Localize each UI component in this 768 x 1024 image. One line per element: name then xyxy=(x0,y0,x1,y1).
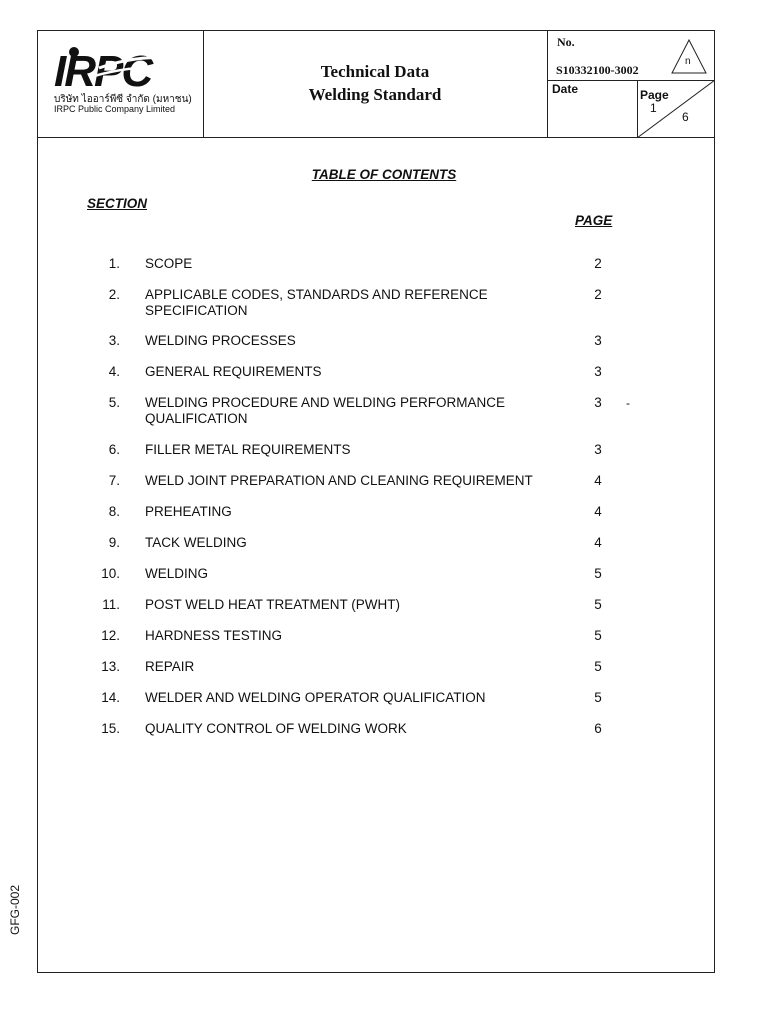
toc-entry-page: 4 xyxy=(594,535,602,550)
company-name-thai: บริษัท ไออาร์พีซี จำกัด (มหาชน) xyxy=(54,94,192,105)
toc-entry-number: 13. xyxy=(101,659,120,674)
toc-entry-page: 5 xyxy=(594,597,602,612)
page-heading: PAGE xyxy=(575,213,613,228)
doc-number: S10332100-3002 xyxy=(556,63,639,77)
no-label: No. xyxy=(557,35,575,49)
toc-entry-title: FILLER METAL REQUIREMENTS xyxy=(145,442,351,457)
section-heading: SECTION xyxy=(87,196,148,211)
toc-entry-number: 12. xyxy=(101,628,120,643)
toc-entry-title: PREHEATING xyxy=(145,504,232,519)
toc-entry-title: WELDING PROCESSES xyxy=(145,333,296,348)
toc-entry-title: APPLICABLE CODES, STANDARDS AND REFERENCE xyxy=(145,287,488,302)
revision-letter: n xyxy=(685,56,691,67)
toc-entry-page: 5 xyxy=(594,659,602,674)
toc-entry-page: 5 xyxy=(594,566,602,581)
stray-mark: - xyxy=(626,396,630,410)
toc-entry-number: 7. xyxy=(108,473,120,488)
toc-entry-number: 2. xyxy=(108,287,120,302)
toc-entry-page: 4 xyxy=(594,504,602,519)
toc-entry-number: 9. xyxy=(108,535,120,550)
toc-entry-page: 5 xyxy=(594,690,602,705)
toc-entry-title: WELDER AND WELDING OPERATOR QUALIFICATION xyxy=(145,690,486,705)
toc-entry-page: 4 xyxy=(594,473,602,488)
toc-entry-page: 2 xyxy=(594,287,602,302)
irpc-logo xyxy=(54,44,194,92)
page-total: 6 xyxy=(682,110,689,124)
toc-entry-number: 6. xyxy=(108,442,120,457)
toc-entry-page: 2 xyxy=(594,256,602,271)
toc-entry-page: 6 xyxy=(594,721,602,736)
toc-entry-title: GENERAL REQUIREMENTS xyxy=(145,364,322,379)
toc-entry-title: WELDING xyxy=(145,566,209,581)
toc-entry-page: 3 xyxy=(594,364,602,379)
toc-entry-title: TACK WELDING xyxy=(145,535,247,550)
toc-entry-title: WELDING PROCEDURE AND WELDING PERFORMANCE xyxy=(145,395,506,410)
toc-entry-number: 1. xyxy=(108,256,120,271)
date-label: Date xyxy=(552,82,579,96)
doc-title-line2: Welding Standard xyxy=(308,85,442,104)
form-code: GFG-002 xyxy=(8,884,22,935)
svg-text:IRPC: IRPC xyxy=(54,47,152,92)
toc-entry-number: 8. xyxy=(108,504,120,519)
page-label: Page xyxy=(640,88,669,102)
toc-title: TABLE OF CONTENTS xyxy=(311,167,457,182)
page-current: 1 xyxy=(650,101,657,115)
toc-entry-title: SCOPE xyxy=(145,256,193,271)
toc-entry-page: 3 xyxy=(594,442,602,457)
toc-entry-title: HARDNESS TESTING xyxy=(145,628,283,643)
doc-title-line1: Technical Data xyxy=(320,62,430,81)
toc-entry-title: POST WELD HEAT TREATMENT (PWHT) xyxy=(145,597,401,612)
toc-entry-page: 5 xyxy=(594,628,602,643)
toc-entry-number: 10. xyxy=(101,566,120,581)
toc-entry-number: 4. xyxy=(108,364,120,379)
page-slash-divider xyxy=(637,80,715,138)
toc-entry-number: 14. xyxy=(101,690,120,705)
header-divider-title xyxy=(547,30,548,138)
toc-entry-number: 3. xyxy=(108,333,120,348)
toc-entry-number: 15. xyxy=(101,721,120,736)
toc-entry-number: 5. xyxy=(108,395,120,410)
toc-entry-number: 11. xyxy=(102,597,120,612)
toc-entry-title: QUALITY CONTROL OF WELDING WORK xyxy=(145,721,407,736)
toc-entry-page: 3 xyxy=(594,395,602,410)
toc-entry-title-line2: QUALIFICATION xyxy=(145,411,248,426)
toc-entry-title-line2: SPECIFICATION xyxy=(145,303,248,318)
toc-entry-page: 3 xyxy=(594,333,602,348)
header-divider-logo xyxy=(203,30,204,138)
toc-entry-title: WELD JOINT PREPARATION AND CLEANING REQUIREMENT xyxy=(145,473,533,488)
toc-entry-title: REPAIR xyxy=(145,659,195,674)
company-name-english: IRPC Public Company Limited xyxy=(54,104,176,114)
